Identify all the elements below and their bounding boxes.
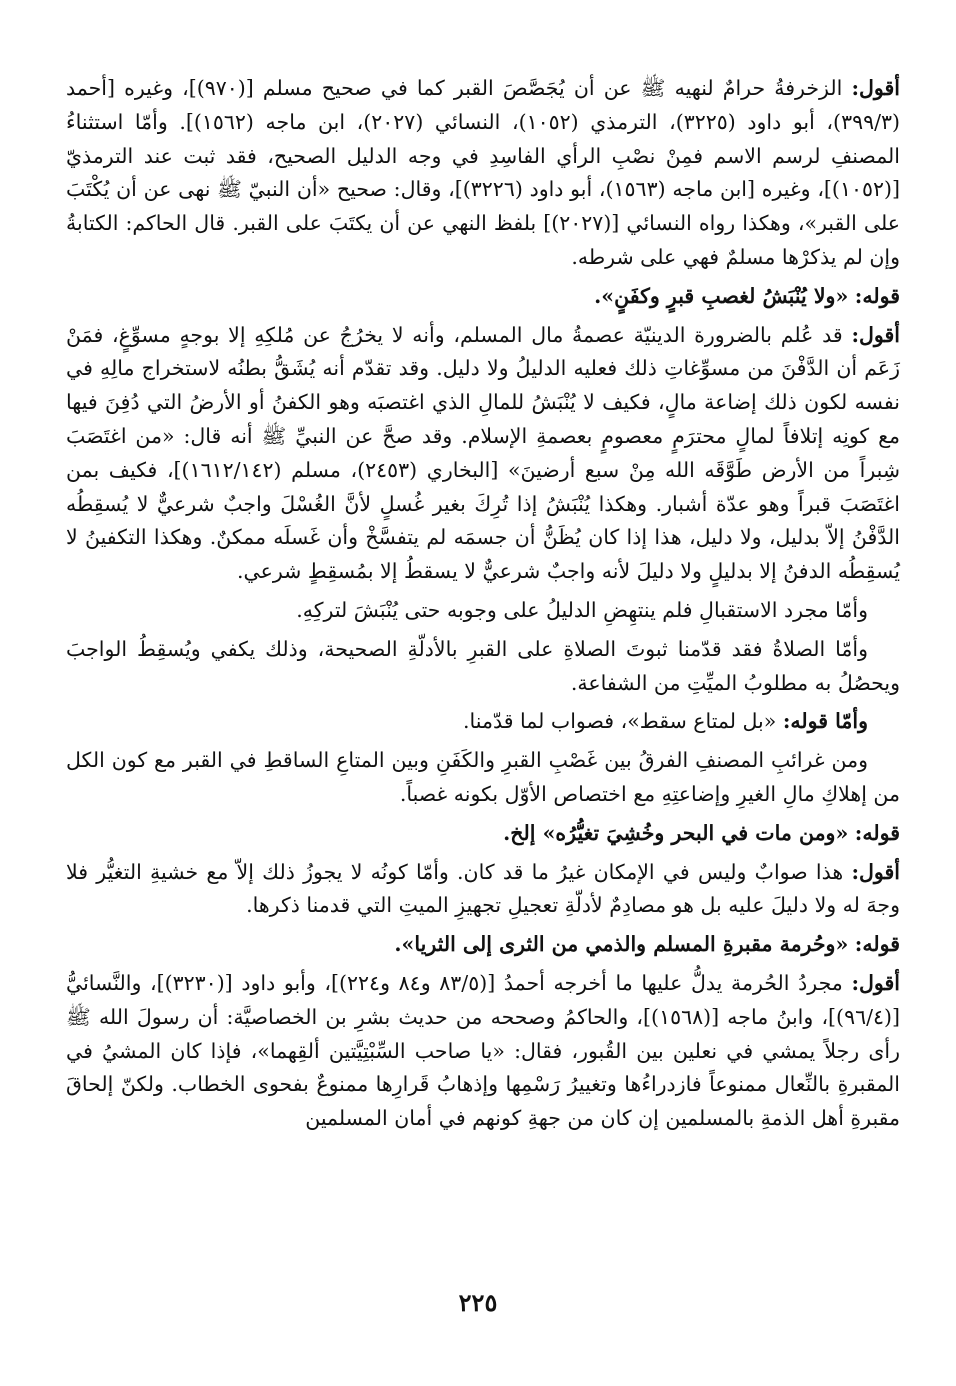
paragraph-label: وأمّا قوله: <box>782 709 868 734</box>
paragraph-qawluhu-nabsh <box>66 280 900 314</box>
paragraph-zakhrafa <box>66 72 900 275</box>
paragraph-text: «وحُرمة مقبرةِ المسلم والذمي من الثرى إلى الثريا». <box>394 932 849 957</box>
paragraph-text: الزخرفةُ حرامٌ لنهيه ﷺ عن أن يُجَصَّصَ القبر كما في صحيح مسلم [(٩٧٠)]، وغيره [أحمد (٣٩٩/٣)، أبو داود (٣٢٢٥)، الترمذي (١٠٥٢)، النسائي (٢٠٢٧)، ابن ماجه (١٥٦٢)]. وأمّا استثناءُ المصنفِ لرسم الاسم فمِنْ نصْبِ الرأي الفاسِدِ في وجه الدليل الصحيح، فقد ثبت عند الترمذيّ [(١٠٥٢)]، وغيره [ابن ماجه (١٥٦٣)، أبو داود (٣٢٢٦)]، وقال: صحيح «أن النبيّ ﷺ نهى عن أن يُكْتَبَ على القبر»، وهكذا رواه النسائي [(٢٠٢٧)] بلفظ النهي عن أن يكتَبَ على القبر. قال الحاكم: الكتابةُ وإن لم يذكرْها مسلمٌ فهي على شرطه. <box>66 76 901 269</box>
paragraph-label: أقول: <box>851 970 901 995</box>
paragraph-text: وأمّا الصلاةُ فقد قدّمنا ثبوتَ الصلاةِ على القبرِ بالأدلّةِ الصحيحة، وذلك يكفي ويُسقِطُ الواجبَ ويحصُلُ به مطلوبُ الميِّتِ من الشفاعة. <box>66 636 900 695</box>
paragraph-text: «ولا يُنْبَشُ لغصبِ قبرٍ وكفَنٍ». <box>594 283 849 308</box>
paragraph-label: قوله: <box>854 820 900 845</box>
paragraph-text: «ومن مات في البحر وخُشِيَ تغيُّرُه» إلخ. <box>503 820 849 845</box>
paragraph-label: قوله: <box>854 283 900 308</box>
paragraph-sawab <box>66 856 900 924</box>
paragraph-label: أقول: <box>851 859 900 884</box>
paragraph-text: وأمّا مجرد الاستقبالِ فلم ينتهِضِ الدليلُ على وجوبه حتى يُنْبَشَ لتركِهِ. <box>296 597 868 622</box>
paragraph-text: ومن غرائبِ المصنفِ الفرقُ بين غَصْبِ القبرِ والكَفَنِ وبين المتاعِ الساقطِ في القبر مع كون الكل من إهلاكِ مالِ الغيرِ وإضاعتِهِ مع اختصاص الأوّل بكونه غصباً. <box>66 748 900 806</box>
paragraph-text: مجردُ الحُرمة يدلُّ عليها ما أخرجه أحمدُ [(٨٣/٥ و٨٤ و٢٢٤)]، وأبو داود [(٣٢٣٠)]، والنَّسائيُّ [(٩٦/٤)]، وابنُ ماجه [(١٥٦٨)]، والحاكمُ وصححه من حديث بشرِ بن الخصاصيَّة: أن رسولَ الله ﷺ رأى رجلاً يمشي في نعلين بين القُبور، فقال: «يا صاحب السِّبْتِيَّتين ألقِهما»، فإذا كان المشيُ في المقبرةِ بالنِّعال ممنوعاً فازدراءُها وتغييرُ رَسْمِها وإذهابُ قَرارِها ممنوعٌ بفحوى الخطاب. ولكنّ إلحاقَ مقبرةِ أهل الذمةِ بالمسلمين إن كان من جهةِ كونهم في أمان المسلمين <box>66 970 901 1131</box>
paragraph-hurma-maqbara <box>66 967 900 1136</box>
paragraph-label: أقول: <box>851 76 900 100</box>
paragraph-text: «بل لمتاع سقط»، فصواب لما قدّمنا. <box>463 709 777 734</box>
paragraph-qawluhu-bahr <box>66 817 900 851</box>
paragraph-salah <box>66 633 900 701</box>
page-number: ٢٢٥ <box>458 1288 498 1317</box>
paragraph-label: قوله: <box>854 932 900 957</box>
paragraph-text: هذا صوابٌ وليس في الإمكان غيرُ ما قد كان. وأمّا كونُه لا يجوزُ ذلك إلاّ مع خشيةِ التغيُّر فلا وجهَ له ولا دليلَ عليه بل هو مصادِمٌ لأدلّةِ تعجيلِ تجهيزِ الميتِ التي قدمنا ذكرها. <box>66 859 900 918</box>
paragraph-mataa-saqat <box>66 705 900 739</box>
paragraph-gharaib <box>66 744 900 812</box>
paragraph-istiqbal <box>66 594 900 628</box>
paragraph-ismat-al-mal <box>66 319 900 589</box>
paragraph-text: قد عُلم بالضرورة الدينيّة عصمةُ مال المسلم، وأنه لا يخرُجُ عن مُلكِهِ إلا بوجهٍ مسوِّغٍ، فمَنْ زَعَم أن الدَّفْنَ من مسوِّغاتِ ذلك فعليه الدليلُ ولا دليل. وقد تقدّم أنه يُشَقُّ بطنُه لاستخراج مالِهِ في نفسه لكون ذلك إضاعة مالٍ، فكيف لا يُنْبَشُ للمالِ الذي اغتصبَه وهو الكفنُ أو الأرضُ التي دُفِنَ فيها مع كونِه إتلافاً لمالٍ محترَمٍ معصومٍ بعصمةِ الإسلام. وقد صحَّ عن النبيِّ ﷺ أنه قال: «من اغتَصَبَ شِبراً من الأرض طَوَّقَه الله مِنْ سبع أرضينَ» [البخاري (٢٤٥٣)، مسلم (١٦١٢/١٤٢)]، فكيف بمن اغتَصَبَ قبراً وهو عدّة أشبار. وهكذا يُنْبَشُ إذا تُرِكَ بغير غُسلٍ لأنَّ الغُسْلَ واجبٌ شرعيٌّ لا يُسقِطُه الدَّفْنُ إلاّ بدليل، ولا دليل، هذا إذا كان يُظَنُّ أن جسمَه لم يتفسَّخْ وأن غَسلَه ممكنٌ. وهكذا التكفينُ لا يُسقِطُه الدفنُ إلا بدليلٍ ولا دليلَ لأنه واجبٌ شرعيٌّ لا يسقطُ إلا بمُسقِطٍ شرعي. <box>66 322 900 584</box>
paragraph-label: أقول: <box>851 322 900 347</box>
paragraph-qawluhu-hurma <box>66 928 900 962</box>
